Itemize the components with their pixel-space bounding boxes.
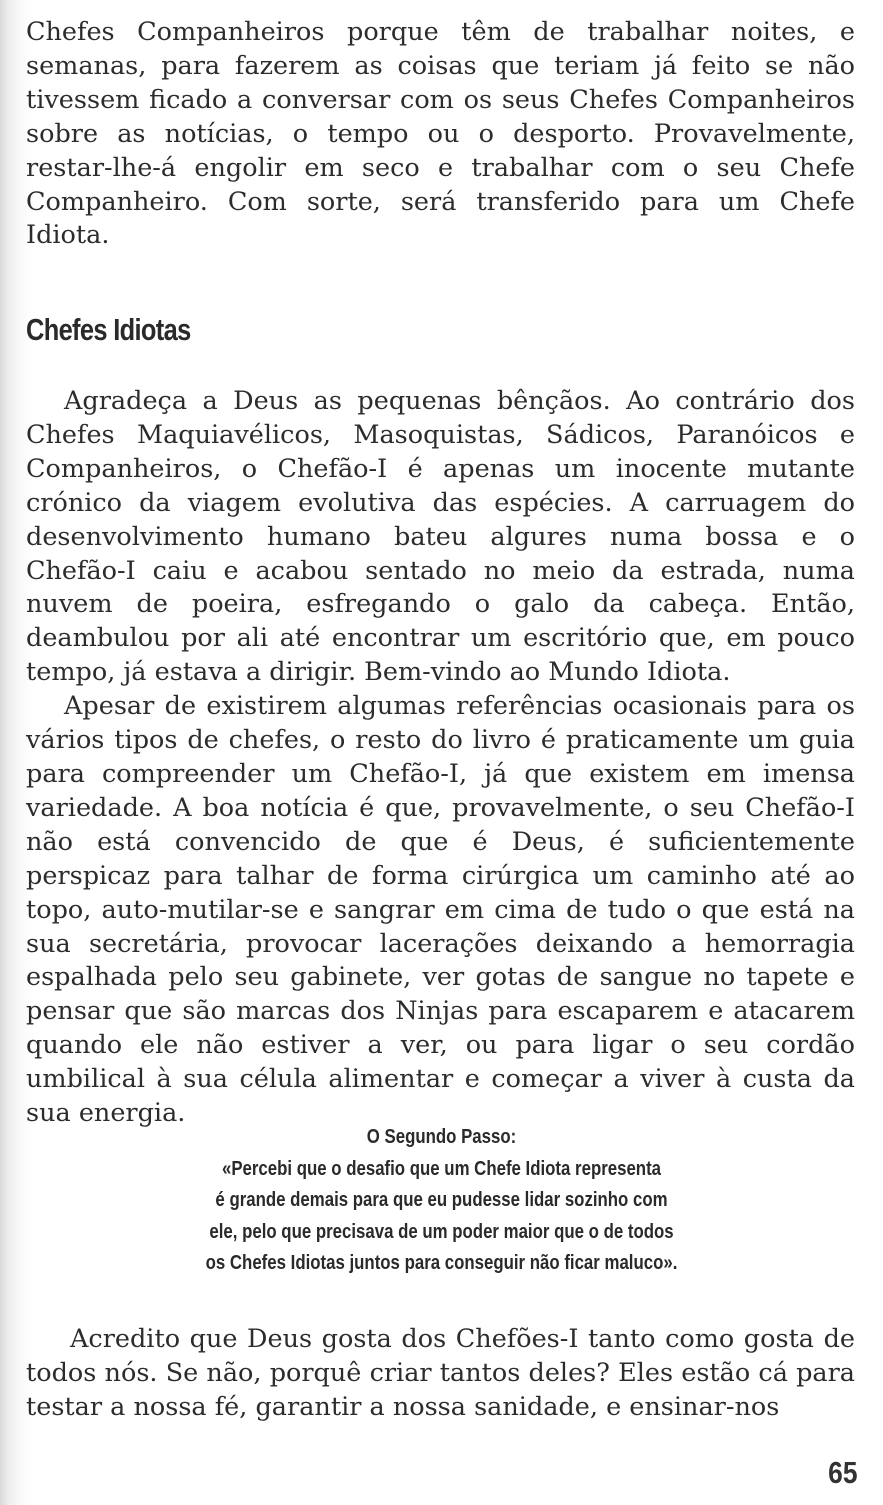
callout-title: O Segundo Passo:	[366, 1125, 517, 1148]
closing-paragraph: Acredito que Deus gosta dos Chefões-I tanto como gosta de todos nós. Se não, porquê criar tantos deles? Eles estão cá para testar a nossa fé, garantir a nossa sanidade, e ensinar-nos	[26, 1324, 855, 1422]
callout-line-1: «Percebi que o desafio que um Chefe Idiota representa	[221, 1156, 662, 1180]
callout-line-4: os Chefes Idiotas juntos para conseguir não ficar maluco».	[205, 1251, 678, 1274]
intro-paragraph: Chefes Companheiros porque têm de trabalhar noites, e semanas, para fazerem as coisas que teriam já feito se não tivessem ficado a conversar com os seus Chefes Companheiros sobre as notícias, o tempo ou o desporto. Provavelmente, restar-lhe-á engolir em seco e trabalhar com o seu Chefe Companheiro. Com sorte, será transferido para um Chefe Idiota.	[26, 17, 855, 251]
body-paragraph-2: Apesar de existirem algumas referências ocasionais para os vários tipos de chefes, o resto do livro é praticamente um guia para compreender um Chefão-I, já que existem em imensa variedade. A boa notícia é que, provavelmente, o seu Chefão-I não está convencido de que é Deus, é suficientemente perspicaz para talhar de forma cirúrgica um caminho até ao topo, auto-mutilar-se e sangrar em cima de tudo o que está na sua secretária, provocar lacerações deixando a hemorragia espalhada pelo seu gabinete, ver gotas de sangue no tapete e pensar que são marcas dos Ninjas para escaparem e atacarem quando ele não estiver a ver, ou para ligar o seu cordão umbilical à sua célula alimentar e começar a viver à custa da sua energia.	[26, 691, 855, 1129]
body-paragraphs	[26, 385, 855, 1131]
body-paragraph-1: Agradeça a Deus as pequenas bênçãos. Ao contrário dos Chefes Maquiavélicos, Masoquistas, Sádicos, Paranóicos e Companheiros, o Chefão-I é apenas um inocente mutante crónico da viagem evolutiva das espécies. A carruagem do desenvolvimento humano bateu algures numa bossa e o Chefão-I caiu e acabou sentado no meio da estrada, numa nuvem de poeira, esfregando o galo da cabeça. Então, deambulou por ali até encontrar um escritório que, em pouco tempo, já estava a dirigir. Bem-vindo ao Mundo Idiota.	[26, 386, 855, 688]
callout-quote	[60, 1121, 823, 1279]
section-heading: Chefes Idiotas	[26, 312, 191, 347]
callout-line-2: é grande demais para que eu pudesse lidar sozinho com	[215, 1188, 668, 1211]
intro-paragraph-block	[26, 16, 855, 253]
closing-paragraph-block	[26, 1323, 855, 1425]
callout-line-3: ele, pelo que precisava de um poder maior que o de todos	[209, 1219, 674, 1243]
page-number: 65	[827, 1455, 857, 1490]
